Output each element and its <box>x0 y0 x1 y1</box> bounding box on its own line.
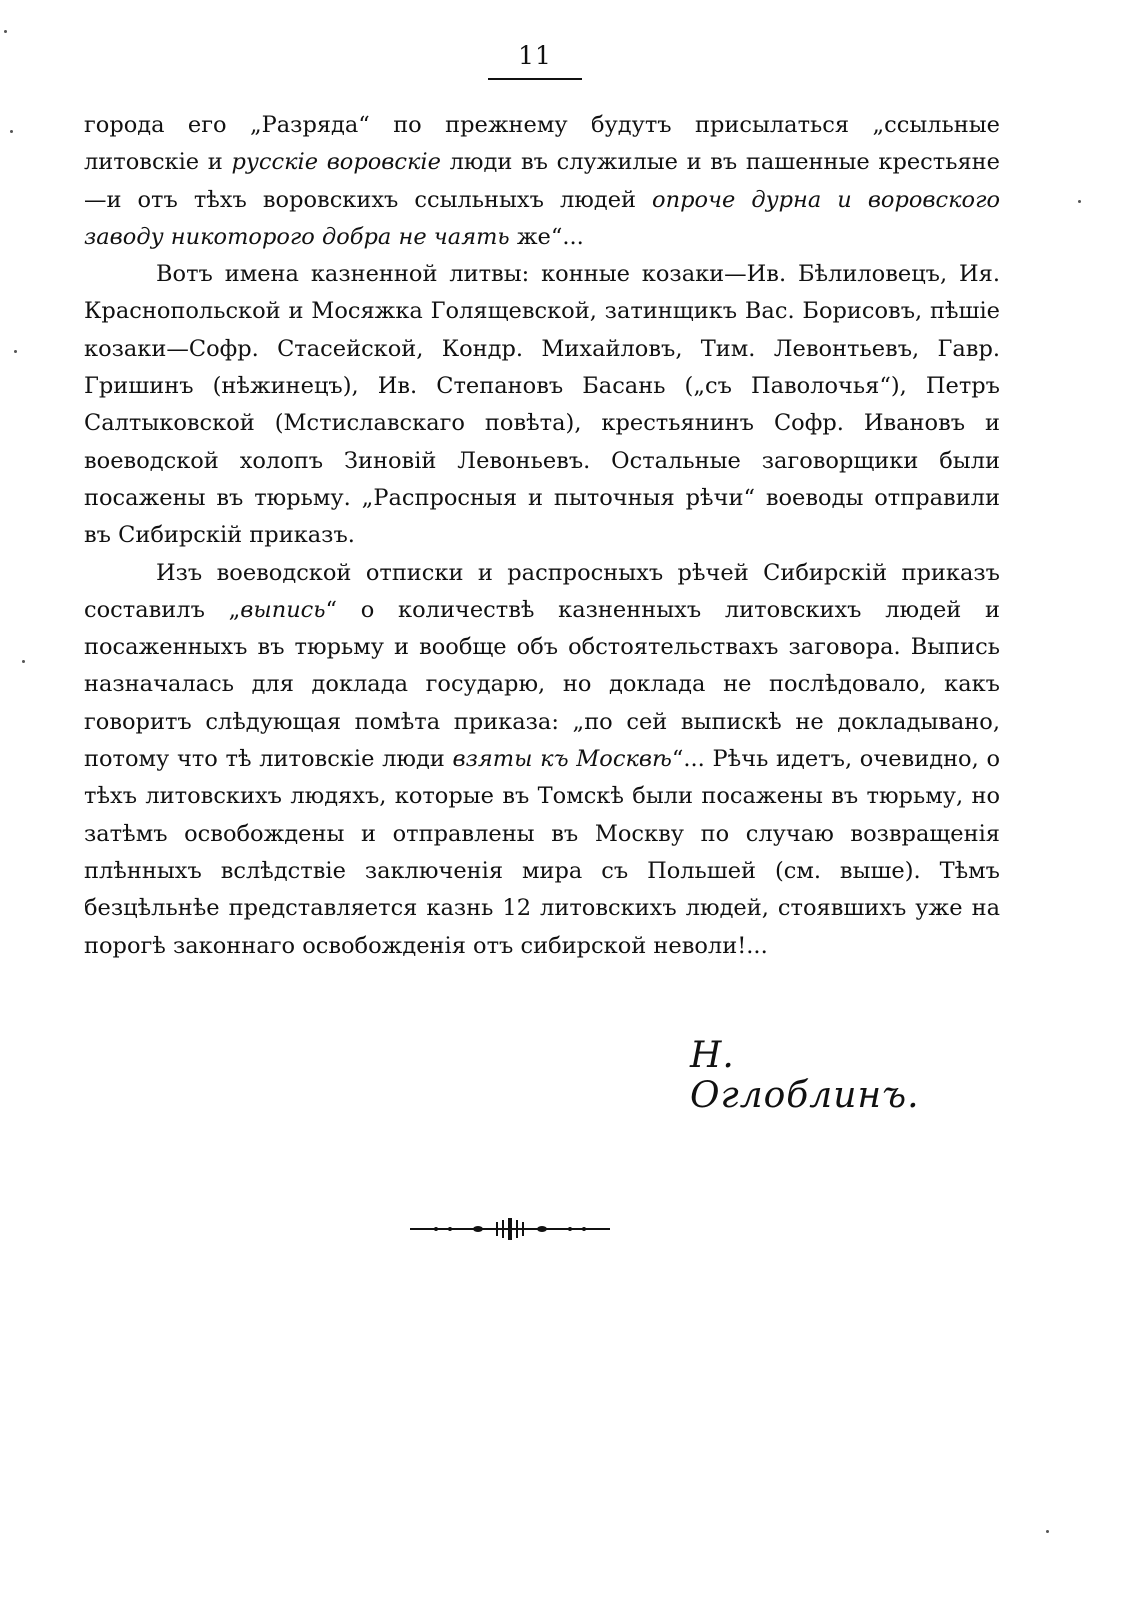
scan-speck <box>10 130 13 133</box>
text-run: “... Рѣчь идетъ, очевидно, о тѣхъ литовскихъ людяхъ, которые въ Томскѣ были посажены въ тюрьму, но затѣмъ освобождены и отправлены въ Москву по случаю возвращенія плѣнныхъ вслѣдствіе заключенія мира съ Польшей (см. выше). Тѣмъ безцѣльнѣе представляется казнь 12 литовскихъ людей, стоявшихъ уже на порогѣ законнаго освобожденія отъ сибирской неволи!... <box>84 746 1001 959</box>
author-signature: Н. Оглоблинъ. <box>690 1035 920 1116</box>
paragraph-continuation <box>84 107 1000 256</box>
text-run: города его „Разряда“ по прежнему будутъ присылаться „ссыльные литовскіе и <box>84 112 1000 176</box>
italic-run: опроче дурна и воровского заводу никоторого добра не чаять <box>84 186 1001 250</box>
scan-speck <box>22 660 25 663</box>
scan-speck <box>1046 1530 1049 1533</box>
scan-speck <box>4 30 7 33</box>
text-run: Вотъ имена казненной литвы: конные козаки—Ив. Бѣлиловецъ, Ия. Краснопольской и Мосяжка Голящевской, затинщикъ Вас. Борисовъ, пѣшіе козаки—Софр. Стасейской, Кондр. Михайловъ, Тим. Левонтьевъ, Гавр. Гришинъ (нѣжинецъ), Ив. Степановъ Басань („съ Паволочья“), Петръ Салтыковской (Мстиславскаго повѣта), крестьянинъ Софр. Ивановъ и воеводской холопъ Зиновій Левоньевъ. Остальные заговорщики были посажены въ тюрьму. „Распросныя и пыточныя рѣчи“ воеводы отправили въ Сибирскій приказъ. <box>84 261 1000 549</box>
scan-speck <box>1078 200 1081 203</box>
text-run: же“... <box>509 223 584 250</box>
scan-speck <box>14 350 17 353</box>
paragraph-names-list <box>84 256 1000 554</box>
paragraph-vypis <box>84 555 1000 965</box>
italic-run: русскіе воровскіе <box>231 149 441 176</box>
text-run: “ о количествѣ казненныхъ литовскихъ людей и посаженныхъ въ тюрьму и вообще объ обстоятельствахъ заговора. Выпись назначалась для доклада государю, но доклада не послѣдовало, какъ говоритъ слѣдующая помѣта приказа: „по сей выпискѣ не докладывано, потому что тѣ литовскіе люди <box>84 596 1000 773</box>
end-ornament <box>410 1218 610 1240</box>
text-run: Изъ воеводской отписки и распросныхъ рѣчей Сибирскій приказъ составилъ „ <box>84 559 1000 623</box>
page-number: 11 <box>518 41 552 70</box>
page-number-rule <box>488 78 582 80</box>
body-text <box>84 107 1000 965</box>
italic-run: выпись <box>240 596 326 623</box>
italic-run: взяты къ Москвѣ <box>452 746 672 773</box>
text-run: люди въ служилые и въ пашенные крестьяне—и отъ тѣхъ воровскихъ ссыльныхъ людей <box>84 149 1000 213</box>
